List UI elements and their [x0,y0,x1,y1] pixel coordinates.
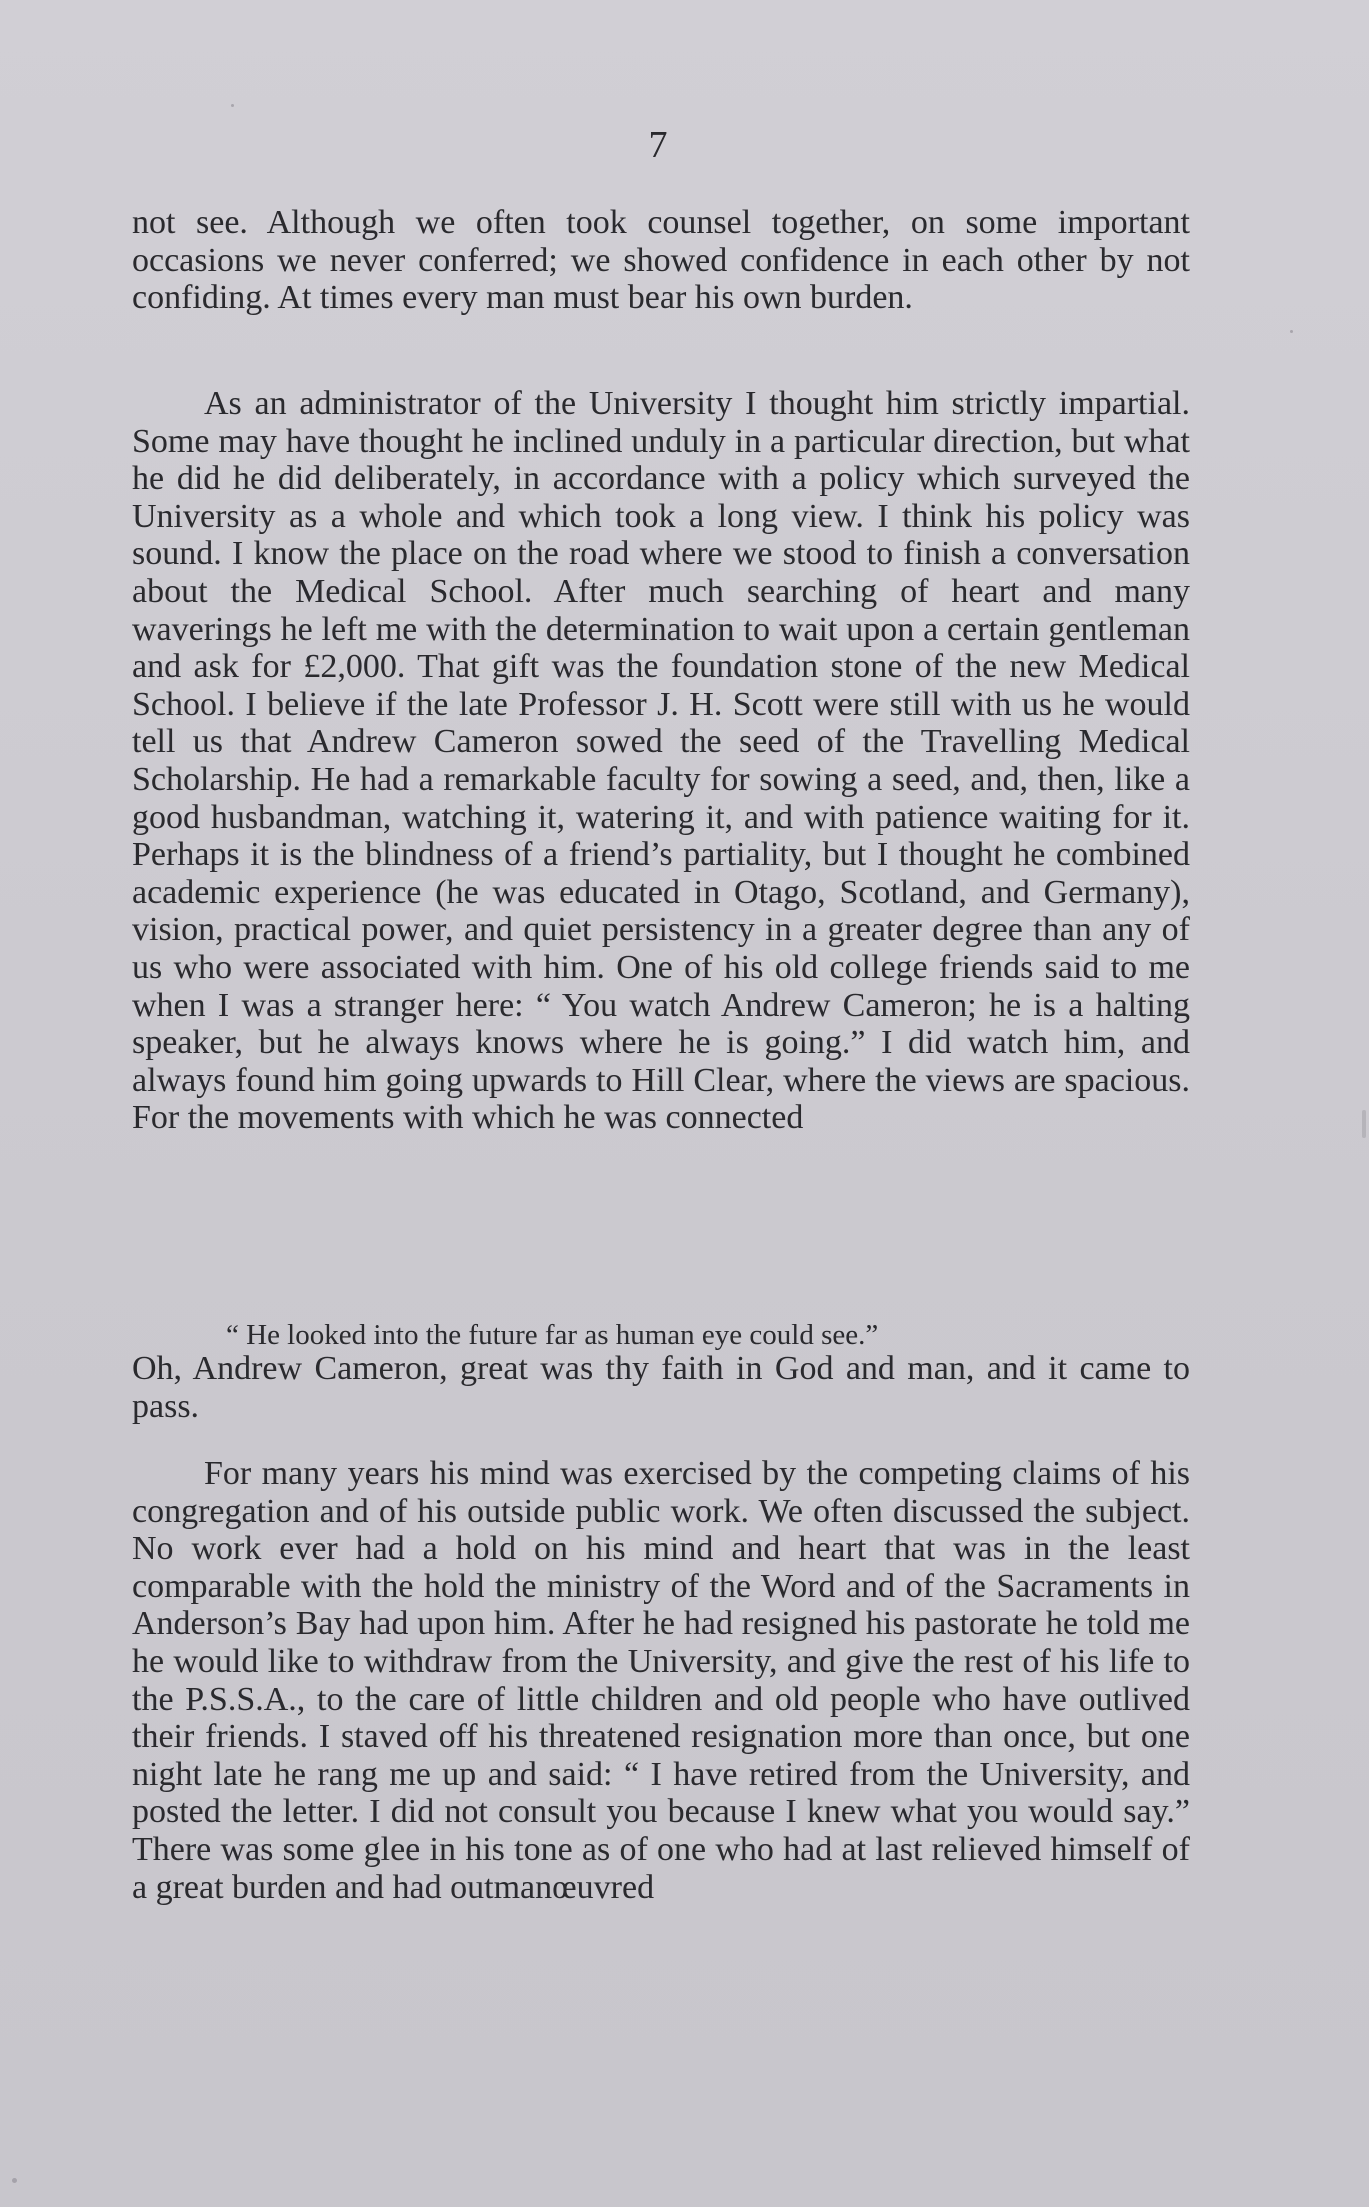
paper-speck [1362,1110,1366,1138]
paragraph-3: Oh, Andrew Cameron, great was thy faith in God and man, and it came to pass. [132,1350,1190,1425]
paragraph-2: As an administrator of the University I thought him strictly impartial. Some may have thought he inclined unduly in a particular direction, but what he did he did deliberately, in accordance with a policy which surveyed the University as a whole and which took a long view. I think his policy was sound. I know the place on the road where we stood to finish a conversation about the Medical School. After much searching of heart and many waverings he left me with the determination to wait upon a certain gentleman and ask for £2,000. That gift was the foundation stone of the new Medical School. I believe if the late Professor J. H. Scott were still with us he would tell us that Andrew Cameron sowed the seed of the Travelling Medical Scholarship. He had a remarkable faculty for sowing a seed, and, then, like a good husbandman, watching it, watering it, and with patience waiting for it. Perhaps it is the blindness of a friend’s partiality, but I thought he combined academic experience (he was educated in Otago, Scotland, and Germany), vision, practical power, and quiet persistency in a greater degree than any of us who were associated with him. One of his old college friends said to me when I was a stranger here: “ You watch Andrew Cameron; he is a halting speaker, but he always knows where he is going.” I did watch him, and always found him going upwards to Hill Clear, where the views are spacious. For the movements with which he was connected [132,385,1190,1137]
quotation-block [132,1318,1190,1352]
paper-speck [1290,330,1293,333]
paragraph-1-block [132,204,1190,317]
paper-speck [12,2178,17,2183]
paragraph-4: For many years his mind was exercised by the competing claims of his congregation and of his outside public work. We often discussed the subject. No work ever had a hold on his mind and heart that was in the least comparable with the hold the ministry of the Word and of the Sacraments in Anderson’s Bay had upon him. After he had resigned his pastorate he told me he would like to withdraw from the University, and give the rest of his life to the P.S.S.A., to the care of little children and old people who have outlived their friends. I staved off his threatened resignation more than once, but one night late he rang me up and said: “ I have retired from the University, and posted the letter. I did not consult you because I knew what you would say.” There was some glee in his tone as of one who had at last relieved himself of a great burden and had outmanœuvred [132,1455,1190,1906]
paragraph-2-block [132,385,1190,1137]
page-number: 7 [648,124,668,166]
paper-speck [231,104,234,107]
paragraph-1: not see. Although we often took counsel together, on some important occasions we never conferred; we showed confidence in each other by not confiding. At times every man must bear his own burden. [132,204,1190,317]
paragraph-3-block [132,1350,1190,1425]
paragraph-4-block [132,1455,1190,1906]
block-quotation: “ He looked into the future far as human eye could see.” [226,1319,879,1351]
